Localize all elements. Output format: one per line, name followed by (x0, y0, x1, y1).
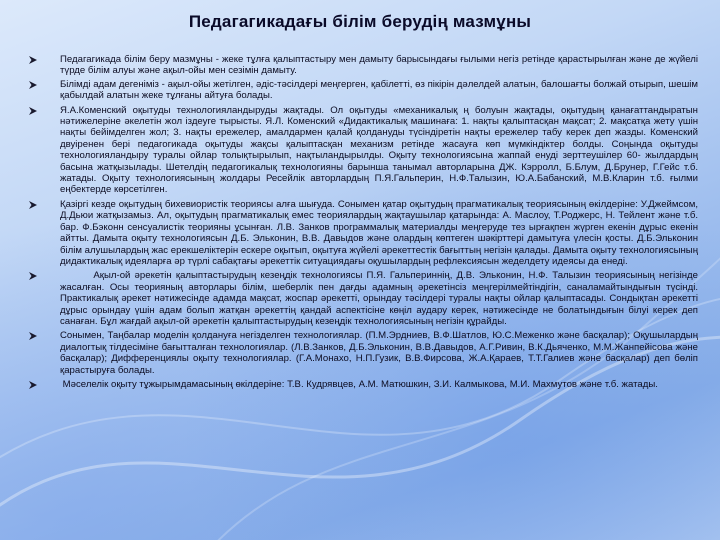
bullet-list (28, 54, 701, 390)
bullet-item (28, 379, 698, 390)
bullet-item (28, 199, 698, 267)
bullet-text: Қазіргі кезде оқытудың бихевиористік теориясы алға шығуда. Сонымен қатар оқытудың прагматикалық теориясының өкілдеріне: У.Джеймсом, Д.Дьюи жатқызамыз. Ал, оқытудың прагматикалық емес теориялардың жақтаушылар қатарында: А. Маслоу, Т.Роджерс, Н. Тейлент және т.б. бар. Ф.Бэконн сенсуалистік теорияны ұсынған. Л.В. Занков программалық материалды меңгеруде тез ырғақпен жүрген екенін дұрыс екенін айтты. Дамыта оқыту технологиясын Д.Б. Эльконин, В.В. Давыдов және олардың көптеген шәкірттері дамытуға үлесін қосты. Д.Б.Эльконин білім алушылардың жас ерекшеліктерін ескере оқытып, оқытуға жүйелі әрекеттестік бағыттың негізін қалады. Дамыта оқыту технологиясының дидактикалық идеяларға әр түрлі сабақтағы әрекеттік ситуациядағы оқушылардың рефлексиясын жеделдету идеясы да енеді. (60, 198, 698, 267)
bullet-item (28, 270, 701, 327)
arrowhead-bullet-icon (28, 331, 38, 341)
bullet-item (28, 79, 698, 102)
arrowhead-bullet-icon (28, 55, 38, 65)
arrowhead-bullet-icon (28, 80, 38, 90)
bullet-text: Ақыл-ой әрекетін қалыптастырудың кезеңдік технологиясы П.Я. Гальпериннің, Д.В. Эльконин, Н.Ф. Талызин теориясының негізінде жасалған. Осы теорияның авторлары білім, шеберлік пен дағды адамның әрекетінсіз меңгерілмейтіндігін, саналамайтындығын түсінді. Практикалық әрекет нәтижесінде адамда мақсат, жоспар әрекетті, орындау тәсілдері туралы нақты ойлар қалыптасады. Сондықтан әрекетті дұрыс орындау үшін адам болып жатқан әрекеттің қандай аспектісіне көңіл аудару керек, нәтижесінде не болатындығын білуі керек деп санаған. Бұл жағдай ақыл-ой әрекетін қалыптастырудың кезеңдік технологиясының негізін құрайды. (60, 270, 701, 327)
bullet-text: Сонымен, Таңбалар моделін қолдануға негізделген технологиялар. (П.М.Эрдниев, В.Ф.Шатлов, Ю.С.Меженко және басқалар); Оқушылардың диалогтық тілдесіміне бағытталған технологиялар. (Л.В.Занков, Д.Б.Эльконин, В.В.Давыдов, А.Г.Ривин, В.К.Дьяченко, М.М.Жанпейісова және басқалар); Дифференциялы оқыту технологиялар. (Г.А.Монахо, Н.П.Гузик, В.В.Фирсова, Ж.А.Қараев, Т.Т.Галиев және басқалар) деп бөліп қарастыруға болады. (60, 330, 698, 376)
slide-title: Педагагикадағы білім берудің мазмұны (188, 12, 532, 31)
bullet-text: Білімді адам дегеніміз - ақыл-ойы жетілген, әдіс-тәсілдері меңгерген, қабілетті, өз пікірін дәлелдей алатын, балошағты болжай отырып, шешім қабылдай алатын жеке тұлғаны айтуға болады. (60, 78, 698, 102)
arrowhead-bullet-icon (28, 380, 38, 390)
arrowhead-bullet-icon (28, 271, 38, 281)
bullet-item (28, 105, 698, 196)
bullet-item (28, 54, 698, 77)
bullet-item (28, 330, 698, 376)
bullet-text: Мәселелік оқыту тұжырымдамасының өкілдеріне: Т.В. Кудрявцев, А.М. Матюшкин, З.И. Калмыкова, М.И. Махмутов және т.б. жатады. (60, 378, 658, 390)
bullet-text: Педагагикада білім беру мазмұны - жеке тұлға қалыптастыру мен дамыту барысындағы ғылыми негіз ретінде қарастырылған және де жүйелі түрде білім алуы және ақыл-ойы мен сезімін дамыту. (60, 54, 698, 77)
arrowhead-bullet-icon (28, 200, 38, 210)
bullet-text: Я.А.Коменский оқытуды технологияландыруды жақтады. Ол оқытуды «механикалық ң болуын жақтады, оқытудың қанағаттандыратын нәтижелеріне әкелетін жол іздеуге тырысты. Я.Л. Коменский «Дидактикалық машинаға: 1. нақты қалыптасқан мақсат; 2. мақсатқа жету үшін нақты бейімделген жол; 3. нақты ережелер, амалдармен қалай қолдануды түсіндіретін нақты ережелер табу керек деп жазды. Коменский двуіренен бері педагогикада оқытуды жақсы қалыптасқан механизм ретінде жасауға көп мүмкіндіктер болды. Соңында оқытуды технологияландыру туралы ойлар толықтырылып, нақтыландырылды. Оқыту технологиясына жаппай енуді зерттеушілер 60- жылдардың басына жатқызылады. Шетелдің педагогикалық технологияны барынша танымал авторларына ДЖ. Кэрролл, Б.Блум, Д.Брунер, Г.Гейс т.б. жатады. Оқыту технологиясының жолдары Ресейлік авторлардың П.Я.Гальперин, Н.Ф.Талызин, Ю.А.Бабанский, М.В.Кларин т.б. ғылми еңбектерде көрсетілген. (60, 104, 698, 196)
arrowhead-bullet-icon (28, 106, 38, 116)
